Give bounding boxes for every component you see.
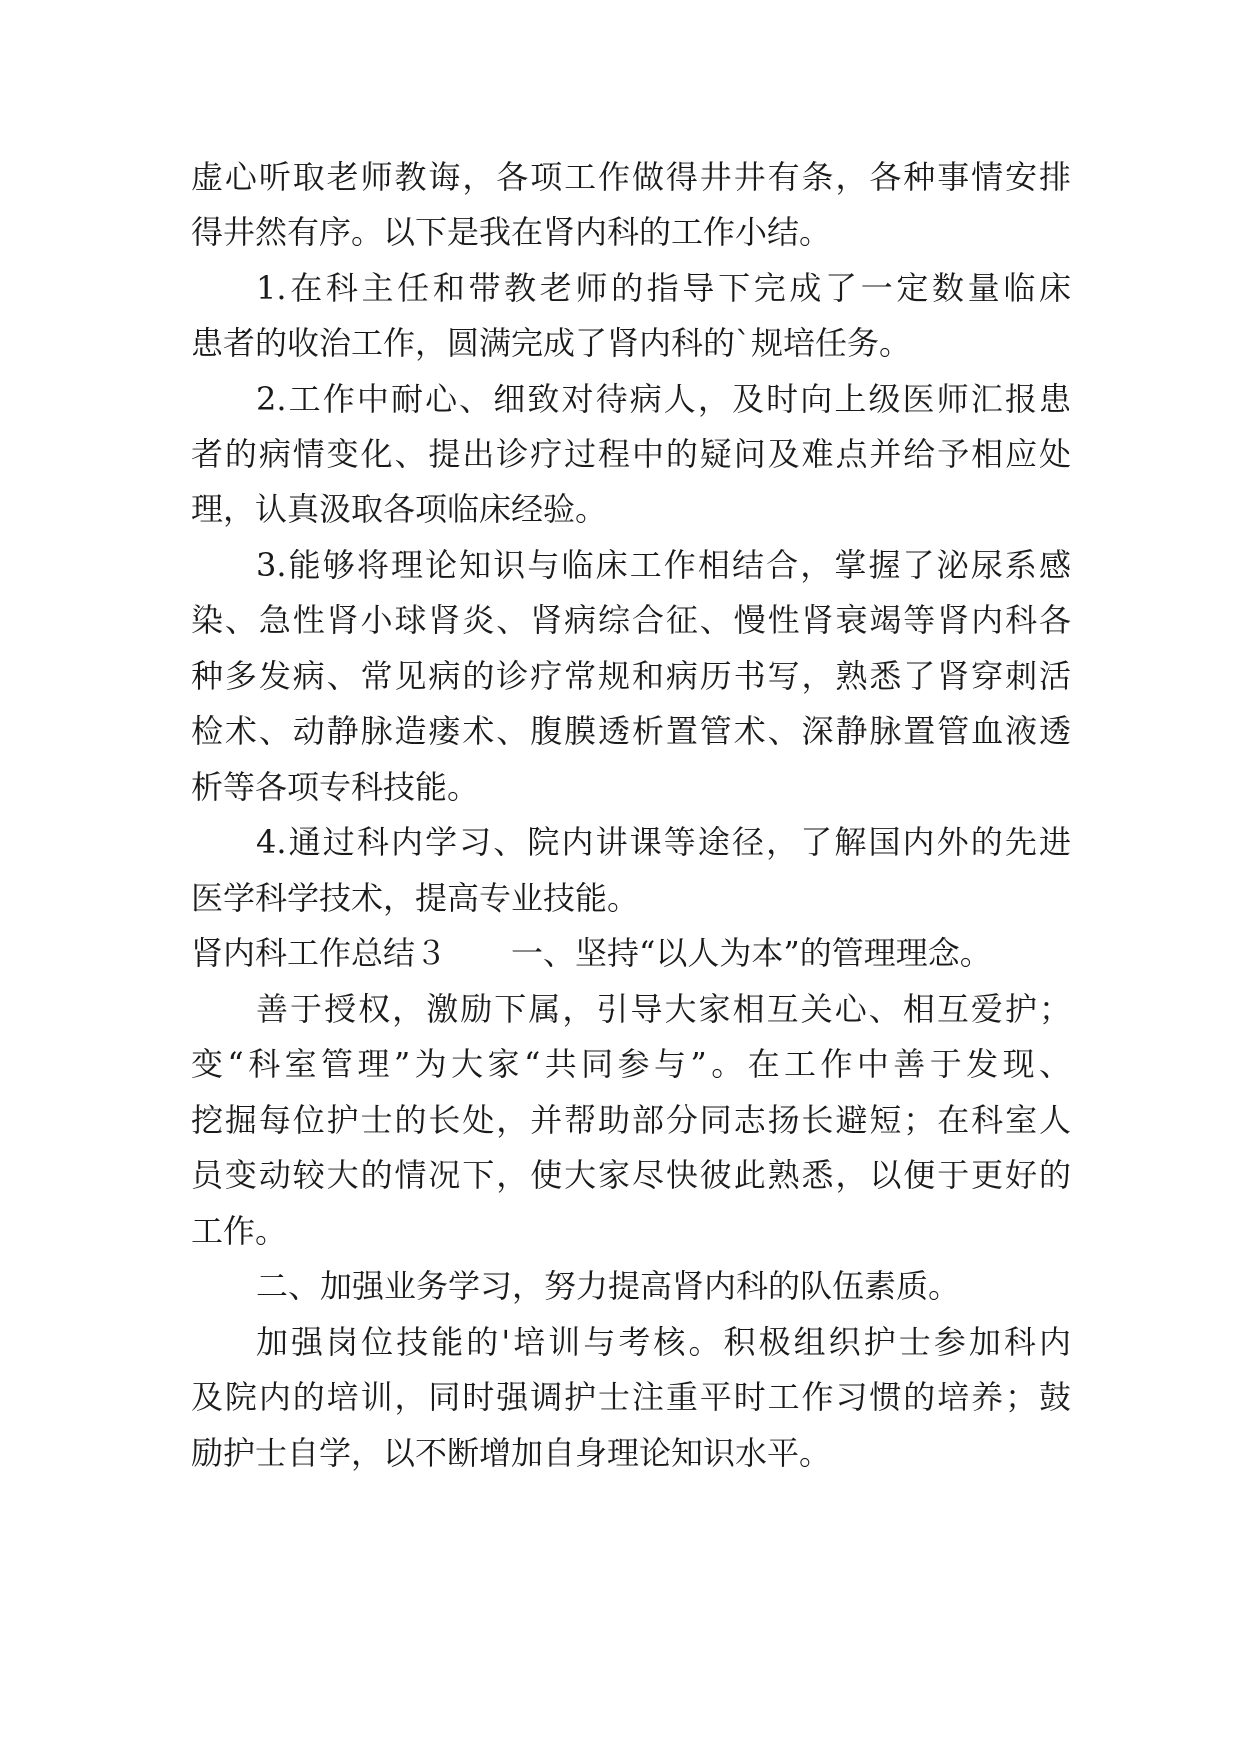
list-item-1-line: 患者的收治工作，圆满完成了肾内科的`规培任务。 [191,324,912,362]
list-item-3-line: 种多发病、常见病的诊疗常规和病历书写，熟悉了肾穿刺活 [191,657,1071,695]
list-item-4-line: 4.通过科内学习、院内讲课等途径，了解国内外的先进 [256,823,1071,861]
list-item-3-line: 3.能够将理论知识与临床工作相结合，掌握了泌尿系感 [256,546,1071,584]
list-item-2-line: 者的病情变化、提出诊疗过程中的疑问及难点并给予相应处 [191,435,1071,473]
paragraph-line: 挖掘每位护士的长处，并帮助部分同志扬长避短；在科室人 [191,1101,1071,1139]
list-item-1-line: 1.在科主任和带教老师的指导下完成了一定数量临床 [256,269,1071,307]
paragraph-line: 加强岗位技能的'培训与考核。积极组织护士参加科内 [256,1323,1071,1361]
paragraph-line: 员变动较大的情况下，使大家尽快彼此熟悉，以便于更好的 [191,1156,1071,1194]
paragraph-line: 虚心听取老师教诲，各项工作做得井井有条，各种事情安排 [191,158,1071,196]
list-item-3-line: 析等各项专科技能。 [191,768,480,806]
list-item-3-line: 染、急性肾小球肾炎、肾病综合征、慢性肾衰竭等肾内科各 [191,601,1071,639]
list-item-2-line: 理，认真汲取各项临床经验。 [191,490,608,528]
paragraph-line: 励护士自学，以不断增加自身理论知识水平。 [191,1434,832,1472]
paragraph-line: 善于授权，激励下属，引导大家相互关心、相互爱护； [256,990,1071,1028]
list-item-2-line: 2.工作中耐心、细致对待病人，及时向上级医师汇报患 [256,380,1071,418]
paragraph-line: 及院内的培训，同时强调护士注重平时工作习惯的培养；鼓 [191,1378,1071,1416]
section-title: 肾内科工作总结３ [191,934,448,972]
list-item-4-line: 医学科学技术，提高专业技能。 [191,879,640,917]
section-first-point: 一、坚持“以人为本”的管理理念。 [511,934,992,972]
paragraph-line: 工作。 [191,1212,288,1250]
paragraph-line: 得井然有序。以下是我在肾内科的工作小结。 [191,213,832,251]
section-two-heading: 二、加强业务学习，努力提高肾内科的队伍素质。 [256,1267,961,1305]
paragraph-line: 变“科室管理”为大家“共同参与”。在工作中善于发现、 [191,1045,1071,1083]
list-item-3-line: 检术、动静脉造瘘术、腹膜透析置管术、深静脉置管血液透 [191,712,1071,750]
section-heading-row [191,931,1071,975]
